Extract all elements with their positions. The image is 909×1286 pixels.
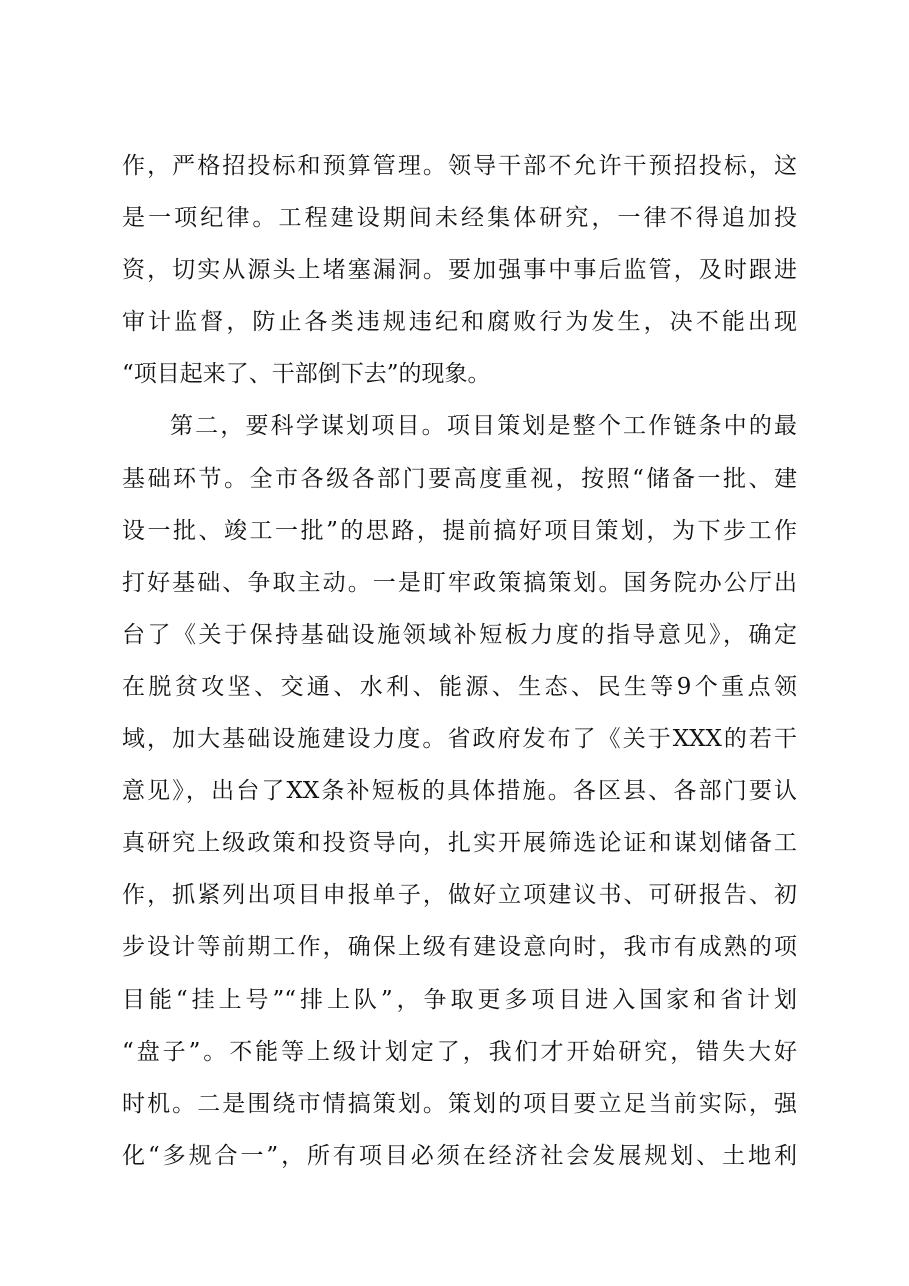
text-line: “盘子”。不能等上级计划定了，我们才开始研究，错失大好 bbox=[122, 1038, 797, 1065]
text-line: 真研究上级政策和投资导向，扎实开展筛选论证和谋划储备工 bbox=[122, 830, 797, 857]
text-line: 步设计等前期工作，确保上级有建设意向时，我市有成熟的项 bbox=[122, 934, 797, 961]
text-line: 时机。二是围绕市情搞策划。策划的项目要立足当前实际，强 bbox=[122, 1090, 797, 1117]
text-line: 台了《关于保持基础设施领域补短板力度的指导意见》，确定 bbox=[122, 621, 797, 648]
text-line: 基础环节。全市各级各部门要高度重视，按照“储备一批、建 bbox=[122, 465, 797, 492]
text-line: “项目起来了、干部倒下去”的现象。 bbox=[122, 361, 491, 388]
text-line: 作，严格招投标和预算管理。领导干部不允许干预招投标，这 bbox=[122, 153, 797, 179]
text-line: 设一批、竣工一批”的思路，提前搞好项目策划，为下步工作 bbox=[122, 517, 797, 544]
text-line: 作，抓紧列出项目申报单子，做好立项建议书、可研报告、初 bbox=[122, 882, 797, 909]
text-line: 打好基础、争取主动。一是盯牢政策搞策划。国务院办公厅出 bbox=[122, 569, 797, 596]
text-line: 审计监督，防止各类违规违纪和腐败行为发生，决不能出现 bbox=[122, 309, 797, 336]
document-body bbox=[122, 140, 797, 1182]
text-line: 资，切实从源头上堵塞漏洞。要加强事中事后监管，及时跟进 bbox=[122, 257, 797, 284]
text-line: 域，加大基础设施建设力度。省政府发布了《关于XXX的若干 bbox=[122, 726, 797, 753]
paragraph-start-line: 第二，要科学谋划项目。项目策划是整个工作链条中的最 bbox=[170, 413, 797, 440]
text-line: 是一项纪律。工程建设期间未经集体研究，一律不得追加投 bbox=[122, 205, 797, 232]
text-line: 化“多规合一”，所有项目必须在经济社会发展规划、土地利 bbox=[122, 1142, 797, 1169]
text-line: 在脱贫攻坚、交通、水利、能源、生态、民生等9个重点领 bbox=[122, 673, 797, 700]
text-line: 目能“挂上号”“排上队”，争取更多项目进入国家和省计划 bbox=[122, 986, 797, 1013]
text-line: 意见》，出台了XX条补短板的具体措施。各区县、各部门要认 bbox=[122, 778, 797, 805]
